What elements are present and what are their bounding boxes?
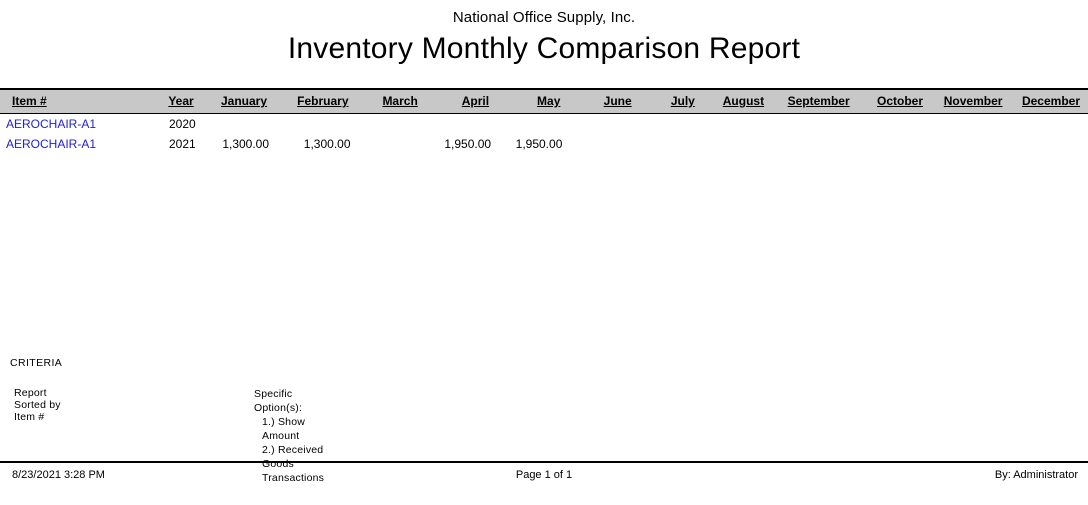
footer — [0, 469, 1088, 489]
cell-november — [931, 134, 1010, 154]
cell-year: 2020 — [168, 117, 196, 131]
column-header-june: June — [603, 94, 632, 108]
column-header-october: October — [876, 94, 923, 108]
table-header — [0, 90, 1088, 114]
cell-year: 2021 — [168, 137, 196, 151]
criteria-label: CRITERIA — [10, 357, 63, 369]
cell-june — [568, 114, 639, 135]
column-header-february: February — [297, 94, 349, 108]
footer-page-number: Page 1 of 1 — [515, 469, 573, 481]
cell-january — [202, 114, 275, 135]
cell-july — [640, 134, 703, 154]
cell-september — [772, 114, 858, 135]
cell-january: 1,300.00 — [222, 137, 270, 151]
footer-timestamp: 8/23/2021 3:28 PM — [12, 469, 105, 481]
column-header-year: Year — [168, 94, 194, 108]
column-header-may: May — [537, 94, 561, 108]
table-row — [0, 134, 1088, 154]
cell-february — [275, 114, 356, 135]
column-header-item: Item # — [12, 94, 47, 108]
criteria-option-2: 2.) Received Goods Transactions — [262, 444, 325, 484]
criteria-options-title: Specific Option(s): — [254, 388, 303, 414]
cell-october — [858, 134, 931, 154]
cell-june — [568, 134, 639, 154]
cell-item[interactable]: AEROCHAIR-A1 — [6, 137, 97, 151]
cell-august — [703, 114, 772, 135]
footer-divider — [0, 461, 1088, 463]
cell-october — [858, 114, 931, 135]
page-title: Inventory Monthly Comparison Report — [287, 32, 801, 65]
column-header-april: April — [461, 94, 490, 108]
cell-march — [357, 114, 426, 135]
column-header-january: January — [221, 94, 268, 108]
cell-april — [426, 114, 497, 135]
table-header-row — [0, 90, 1088, 114]
cell-march — [357, 134, 426, 154]
cell-december — [1010, 114, 1088, 135]
column-header-september: September — [787, 94, 850, 108]
column-header-december: December — [1021, 94, 1080, 108]
cell-april: 1,950.00 — [444, 137, 492, 151]
table-row — [0, 114, 1088, 135]
column-header-august: August — [722, 94, 765, 108]
cell-july — [640, 114, 703, 135]
cell-november — [931, 114, 1010, 135]
table-body — [0, 114, 1088, 155]
cell-february: 1,300.00 — [303, 137, 351, 151]
cell-item[interactable]: AEROCHAIR-A1 — [6, 117, 97, 131]
cell-may — [497, 114, 568, 135]
inventory-table — [0, 90, 1088, 154]
cell-september — [772, 134, 858, 154]
footer-user: By: Administrator — [994, 469, 1078, 481]
column-header-november: November — [943, 94, 1003, 108]
cell-may: 1,950.00 — [515, 137, 563, 151]
cell-december — [1010, 134, 1088, 154]
cell-august — [703, 134, 772, 154]
criteria-option-1: 1.) Show Amount — [262, 416, 306, 442]
company-name: National Office Supply, Inc. — [452, 9, 636, 26]
column-header-march: March — [382, 94, 418, 108]
column-header-july: July — [670, 94, 695, 108]
report-page — [0, 9, 1088, 505]
criteria-sorted-by: Report Sorted by Item # — [14, 387, 61, 423]
